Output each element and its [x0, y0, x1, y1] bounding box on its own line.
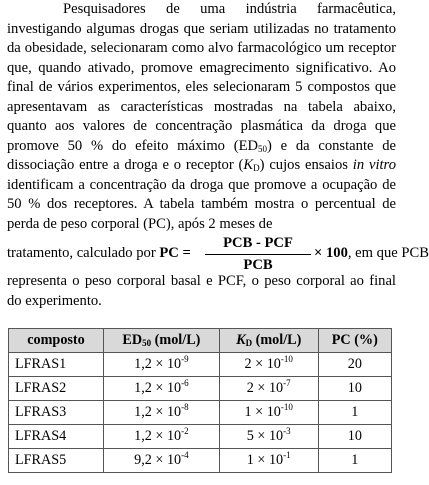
cell-ed-exponent: -8 [181, 402, 189, 412]
definition-paragraph: representa o peso corporal basal e PCF, o peso corporal ao final do experimento. [7, 273, 396, 309]
cell-kd-exponent: -1 [283, 450, 291, 460]
cell-kd [219, 449, 318, 473]
cell-ed50 [104, 425, 220, 449]
header-kd [219, 329, 318, 353]
formula-pc: PC [159, 245, 179, 261]
cell-ed-mantissa: 1,2 × 10 [134, 428, 182, 444]
table-row [9, 377, 392, 401]
cell-kd-exponent: -10 [280, 402, 293, 412]
cell-ed-exponent: -6 [181, 378, 189, 388]
formula-fraction [205, 234, 311, 275]
formula-times: × [314, 245, 323, 261]
cell-composto: LFRAS4 [9, 425, 104, 449]
formula-equals: = [182, 245, 191, 261]
cell-ed50 [104, 449, 220, 473]
cell-composto: LFRAS1 [9, 353, 104, 377]
text-segment: Pesquisadores de uma indústria farmacêutica, investigando algumas drogas que seriam utilizadas no tratamento da obesidade, selecionaram como alvo farmacológico um receptor que, quando ativado, promove emagrecimento significativo. Ao final de vários experimentos, eles selecionaram 5 compostos que apresentavam as características mostradas na tabela abaixo, quanto aos valores de concentração plasmática da droga que promove 50 % do efeito máximo (ED [7, 1, 396, 154]
cell-ed-exponent: -4 [181, 450, 189, 460]
cell-pc: 10 [318, 377, 391, 401]
text-segment: ) e da constante de dissociação entre a droga e o receptor ( [7, 137, 396, 174]
table-row [9, 353, 392, 377]
cell-composto: LFRAS3 [9, 401, 104, 425]
formula-tail-text: , em que PCB [347, 245, 429, 261]
formula-denominator: PCB [243, 257, 273, 273]
formula-tail [314, 244, 429, 263]
kd-symbol: K [243, 157, 254, 174]
cell-ed-mantissa: 9,2 × 10 [134, 452, 182, 468]
cell-kd [219, 401, 318, 425]
cell-kd-exponent: -7 [283, 378, 291, 388]
cell-kd [219, 377, 318, 401]
subscript: D [253, 163, 260, 174]
cell-kd-mantissa: 1 × 10 [244, 404, 281, 420]
cell-kd-exponent: -10 [280, 354, 293, 364]
cell-ed-mantissa: 1,2 × 10 [134, 380, 182, 396]
cell-kd-mantissa: 2 × 10 [244, 356, 281, 372]
cell-pc: 10 [318, 425, 391, 449]
cell-ed-mantissa: 1,2 × 10 [134, 404, 182, 420]
subscript: 50 [258, 143, 268, 154]
table-row [9, 425, 392, 449]
formula-line [7, 232, 429, 273]
text-segment: ) cujos ensaios [259, 157, 353, 174]
cell-pc: 20 [318, 353, 391, 377]
formula-numerator: PCB - PCF [205, 234, 311, 255]
cell-ed-exponent: -2 [181, 426, 189, 436]
table-header-row [9, 329, 392, 353]
header-ed50 [104, 329, 220, 353]
header-pc: PC (%) [318, 329, 391, 353]
cell-kd-mantissa: 1 × 10 [246, 452, 284, 468]
header-kd-unit: (mol/L) [252, 332, 302, 348]
formula-lead [7, 244, 191, 263]
subscript: D [245, 338, 253, 348]
cell-kd-exponent: -3 [283, 426, 291, 436]
cell-pc: 1 [318, 401, 391, 425]
cell-composto: LFRAS5 [9, 449, 104, 473]
header-ed-unit: (mol/L) [151, 332, 201, 348]
compounds-table [8, 328, 392, 473]
cell-ed50 [104, 401, 220, 425]
intro-paragraph [7, 0, 396, 235]
table-row [9, 401, 392, 425]
formula-lead-text: tratamento, calculado por [7, 245, 160, 261]
in-vitro-text: in vitro [352, 157, 396, 174]
table-row [9, 449, 392, 473]
cell-ed-mantissa: 1,2 × 10 [134, 356, 182, 372]
header-kd-symbol: K [236, 332, 246, 348]
cell-pc: 1 [318, 449, 391, 473]
header-ed-text: ED [122, 332, 143, 348]
cell-ed-exponent: -9 [181, 354, 189, 364]
header-composto: composto [9, 329, 104, 353]
cell-kd [219, 353, 318, 377]
text-segment: identificam a concentração da droga que promove a ocupação de 50 % dos receptores. A tabela também mostra o percentual de perda de peso corporal (PC), após 2 meses de [7, 176, 396, 233]
cell-kd-mantissa: 2 × 10 [246, 380, 284, 396]
cell-ed50 [104, 353, 220, 377]
cell-composto: LFRAS2 [9, 377, 104, 401]
cell-ed50 [104, 377, 220, 401]
cell-kd [219, 425, 318, 449]
formula-hundred: 100 [325, 245, 348, 261]
subscript: 50 [142, 338, 152, 348]
cell-kd-mantissa: 5 × 10 [246, 428, 284, 444]
